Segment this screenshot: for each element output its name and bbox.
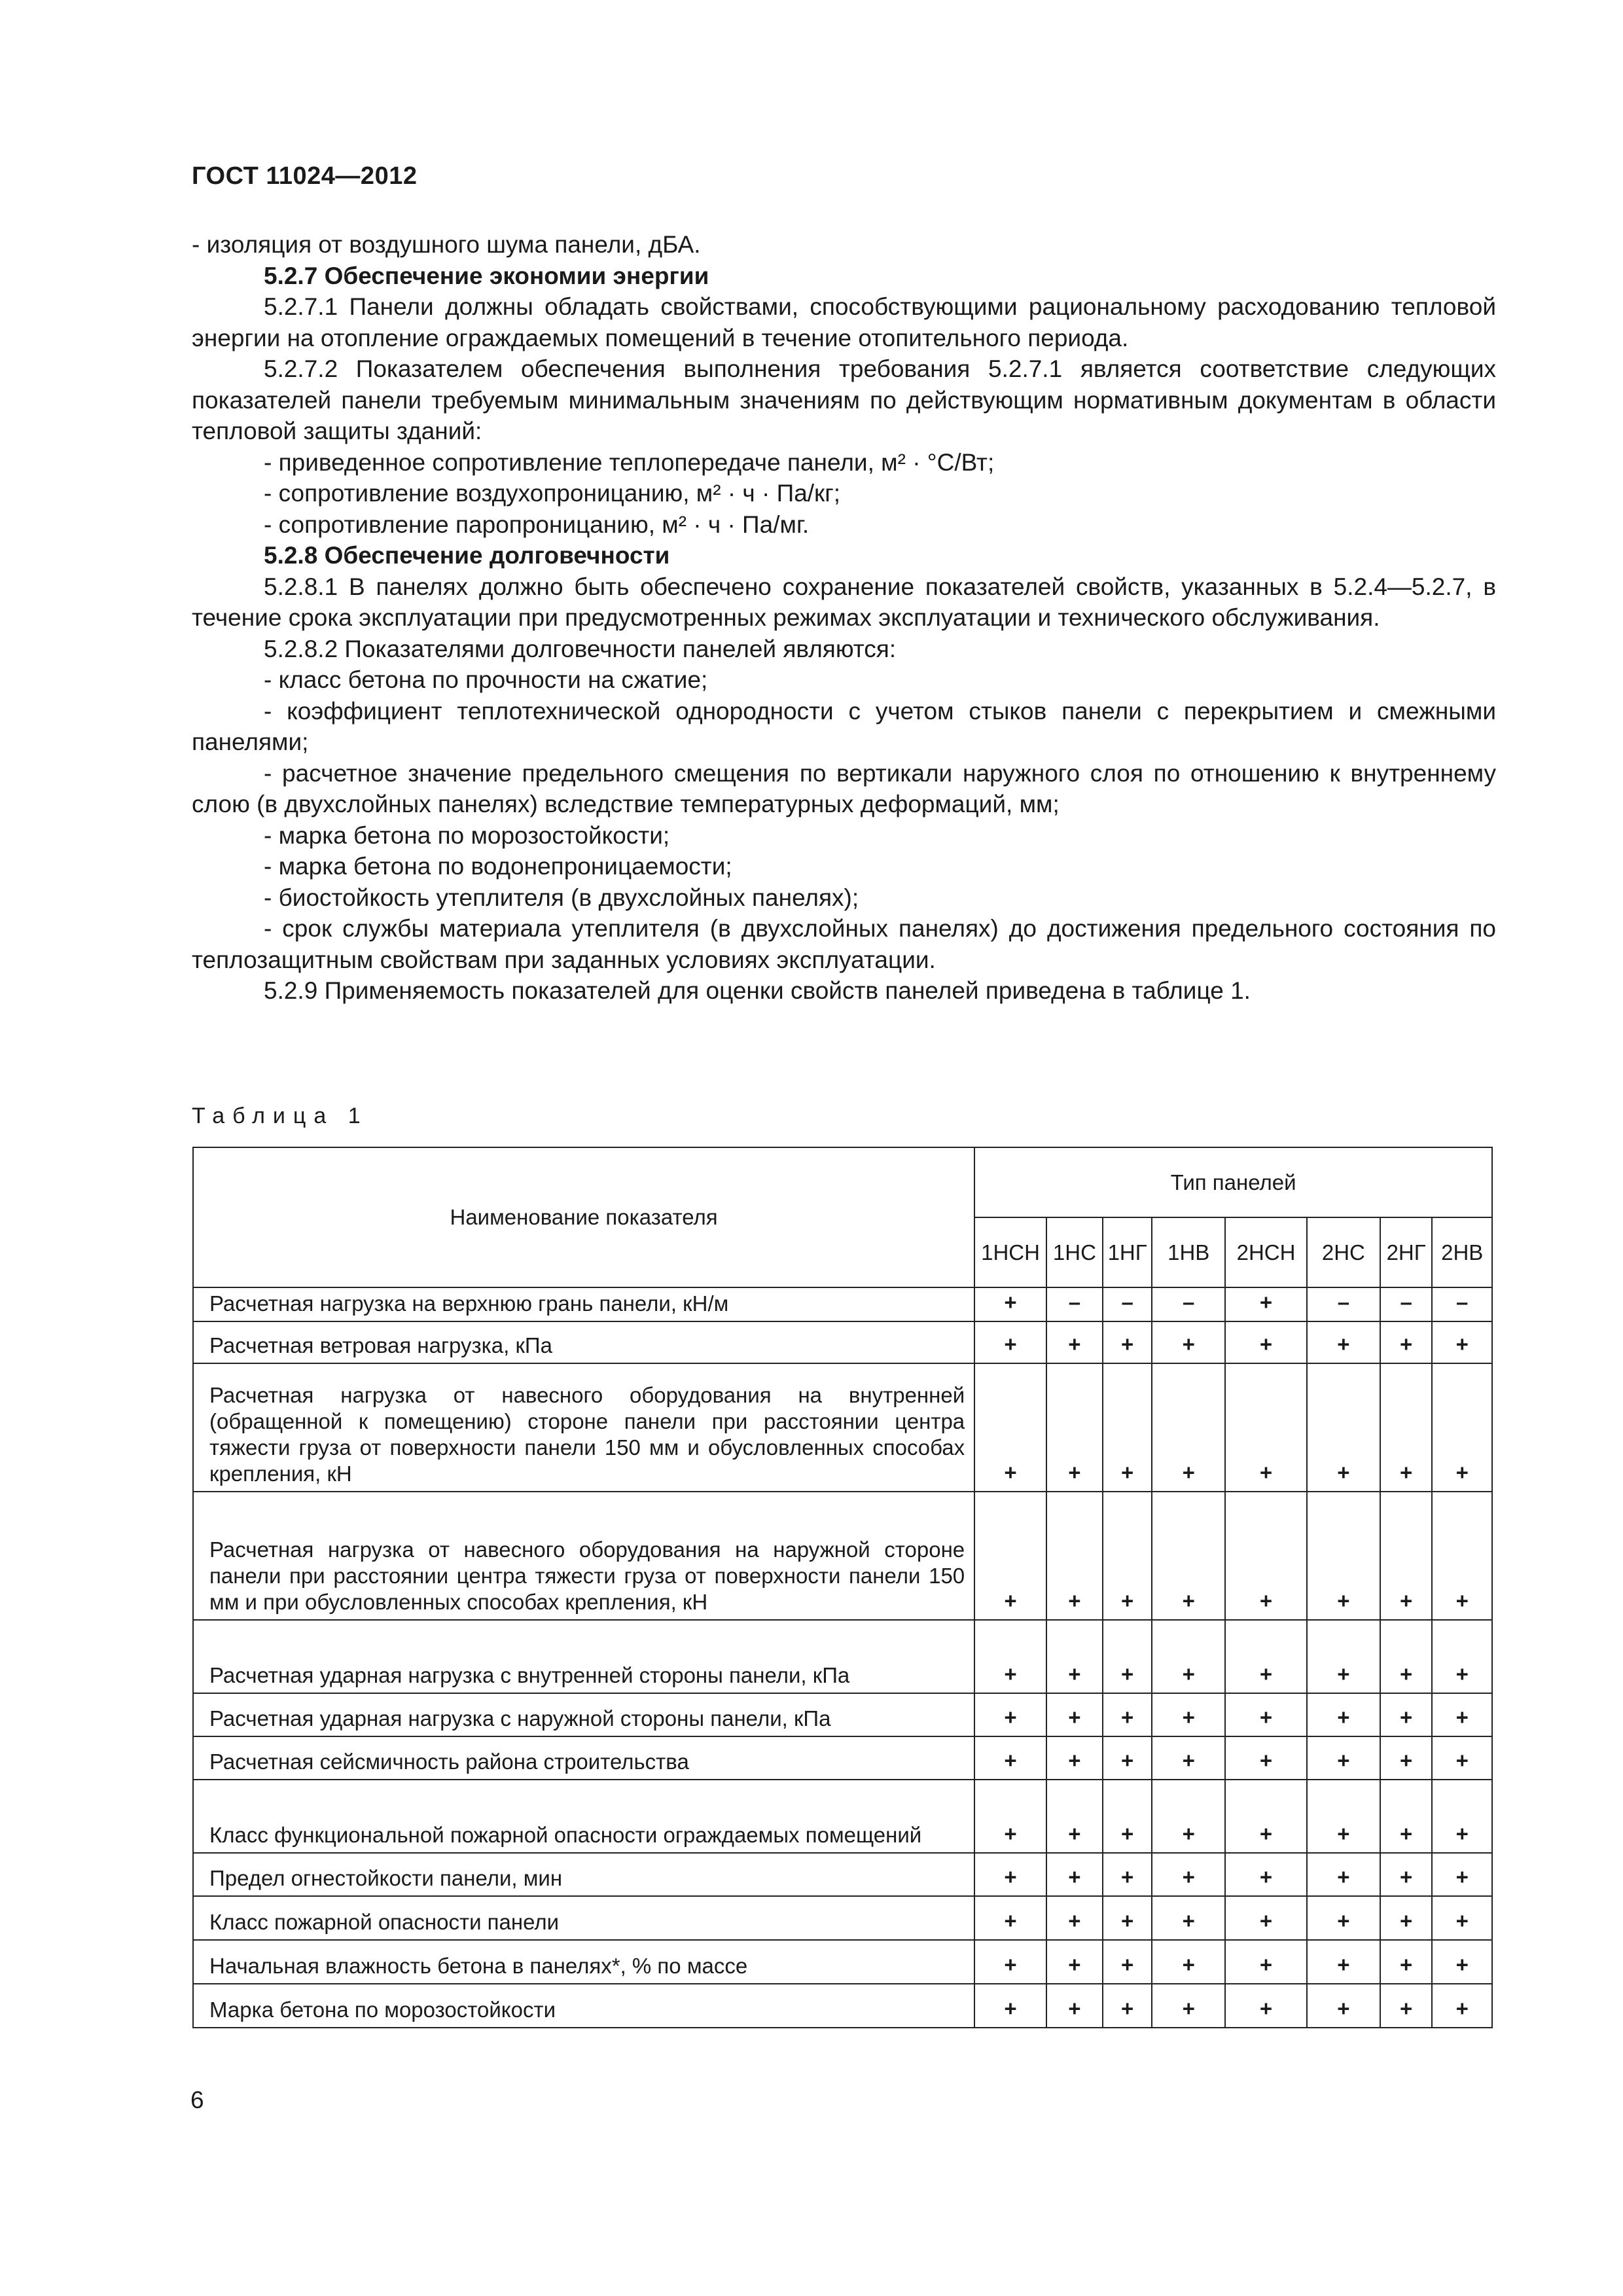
applicability-cell: + — [1307, 1896, 1380, 1940]
paragraph: - срок службы материала утеплителя (в двухслойных панелях) до достижения предельного состояния по теплозащитным свойствам при заданных условиях эксплуатации. — [192, 915, 1496, 973]
table-row — [193, 1940, 1492, 1984]
applicability-cell: + — [1380, 1363, 1433, 1492]
applicability-cell: + — [974, 1492, 1046, 1620]
paragraph: 5.2.7.1 Панели должны обладать свойствами, способствующими рациональному расходованию тепловой энергии на отопление ограждаемых помещений в течение отопительного периода. — [192, 293, 1496, 351]
applicability-cell: + — [1152, 1780, 1225, 1853]
applicability-cell: + — [1432, 1321, 1492, 1363]
applicability-cell: + — [974, 1287, 1046, 1321]
applicability-cell: + — [1046, 1321, 1103, 1363]
applicability-cell: + — [1432, 1492, 1492, 1620]
paragraph: - марка бетона по морозостойкости; — [264, 821, 670, 849]
applicability-cell: + — [1380, 1736, 1433, 1780]
applicability-cell: + — [1225, 1492, 1307, 1620]
applicability-cell: + — [1152, 1492, 1225, 1620]
applicability-cell: + — [974, 1321, 1046, 1363]
applicability-cell: + — [1225, 1896, 1307, 1940]
applicability-cell: + — [1307, 1736, 1380, 1780]
applicability-cell: + — [974, 1693, 1046, 1736]
applicability-cell: + — [1432, 1940, 1492, 1984]
applicability-cell: – — [1307, 1287, 1380, 1321]
applicability-cell: – — [1152, 1287, 1225, 1321]
applicability-cell: + — [1225, 1984, 1307, 2028]
applicability-cell: – — [1432, 1287, 1492, 1321]
applicability-cell: + — [1432, 1780, 1492, 1853]
applicability-cell: + — [1380, 1896, 1433, 1940]
applicability-cell: + — [1307, 1321, 1380, 1363]
applicability-cell: + — [1046, 1896, 1103, 1940]
applicability-cell: + — [1046, 1984, 1103, 2028]
paragraph: - расчетное значение предельного смещения по вертикали наружного слоя по отношению к внутреннему слою (в двухслойных панелях) вследствие температурных деформаций, мм; — [192, 759, 1496, 817]
applicability-cell: + — [1307, 1780, 1380, 1853]
applicability-cell: + — [1225, 1693, 1307, 1736]
applicability-cell: + — [1380, 1940, 1433, 1984]
applicability-cell: + — [1307, 1853, 1380, 1896]
applicability-cell: + — [974, 1853, 1046, 1896]
column-group-header: Тип панелей — [974, 1147, 1492, 1217]
table-row — [193, 1780, 1492, 1853]
applicability-cell: + — [1046, 1853, 1103, 1896]
applicability-cell: + — [974, 1896, 1046, 1940]
applicability-cell: + — [1307, 1693, 1380, 1736]
table-row — [193, 1736, 1492, 1780]
applicability-cell: + — [1225, 1736, 1307, 1780]
applicability-cell: + — [1103, 1984, 1152, 2028]
applicability-cell: + — [1307, 1984, 1380, 2028]
applicability-cell: + — [1046, 1693, 1103, 1736]
column-header-type: 2НС — [1307, 1217, 1380, 1287]
applicability-cell: + — [1103, 1620, 1152, 1693]
paragraph: - приведенное сопротивление теплопередаче панели, м² · °С/Вт; — [264, 448, 995, 476]
table-caption: Таблица 1 — [192, 1103, 368, 1128]
applicability-cell: + — [1380, 1853, 1433, 1896]
applicability-cell: + — [1152, 1940, 1225, 1984]
applicability-cell: + — [1432, 1693, 1492, 1736]
applicability-cell: + — [1380, 1693, 1433, 1736]
section-heading: 5.2.8 Обеспечение долговечности — [264, 542, 670, 569]
applicability-cell: + — [1046, 1492, 1103, 1620]
table-row — [193, 1287, 1492, 1321]
applicability-cell: + — [1046, 1363, 1103, 1492]
applicability-cell: + — [1152, 1321, 1225, 1363]
document-id-header: ГОСТ 11024—2012 — [192, 162, 418, 190]
applicability-cell: + — [1152, 1984, 1225, 2028]
applicability-cell: + — [1103, 1896, 1152, 1940]
paragraph: 5.2.8.2 Показателями долговечности панелей являются: — [264, 635, 897, 662]
paragraph: 5.2.8.1 В панелях должно быть обеспечено сохранение показателей свойств, указанных в 5.2.4—5.2.7, в течение срока эксплуатации при предусмотренных режимах эксплуатации и технического обслуживания. — [192, 573, 1496, 631]
applicability-cell: + — [974, 1780, 1046, 1853]
applicability-cell: + — [1380, 1780, 1433, 1853]
paragraph: - изоляция от воздушного шума панели, дБА. — [192, 231, 701, 258]
applicability-cell: + — [1152, 1363, 1225, 1492]
applicability-cell: + — [1225, 1620, 1307, 1693]
applicability-cell: + — [1152, 1896, 1225, 1940]
applicability-cell: + — [1307, 1940, 1380, 1984]
applicability-cell: + — [1046, 1940, 1103, 1984]
table-row — [193, 1620, 1492, 1693]
applicability-cell: + — [1152, 1853, 1225, 1896]
applicability-cell: + — [1152, 1620, 1225, 1693]
applicability-cell: + — [974, 1620, 1046, 1693]
row-label: Расчетная ударная нагрузка с внутренней стороны панели, кПа — [193, 1620, 974, 1693]
applicability-cell: + — [1103, 1492, 1152, 1620]
properties-table — [192, 1147, 1493, 2028]
row-label: Начальная влажность бетона в панелях*, % по массе — [193, 1940, 974, 1984]
applicability-cell: + — [1307, 1492, 1380, 1620]
applicability-cell: + — [1046, 1620, 1103, 1693]
applicability-cell: + — [1103, 1780, 1152, 1853]
row-label: Предел огнестойкости панели, мин — [193, 1853, 974, 1896]
applicability-cell: + — [1046, 1780, 1103, 1853]
paragraph: - марка бетона по водонепроницаемости; — [264, 853, 732, 880]
applicability-cell: + — [1103, 1853, 1152, 1896]
column-header-type: 1НС — [1046, 1217, 1103, 1287]
table-row — [193, 1984, 1492, 2028]
applicability-cell: + — [1225, 1853, 1307, 1896]
applicability-cell: + — [1225, 1940, 1307, 1984]
row-label: Класс функциональной пожарной опасности ограждаемых помещений — [193, 1780, 974, 1853]
row-label: Расчетная нагрузка от навесного оборудования на внутренней (обращенной к помещению) стороне панели при расстоянии центра тяжести груза от поверхности панели 150 мм и обусловленных способах крепления, кН — [193, 1363, 974, 1492]
column-header-type: 1НВ — [1152, 1217, 1225, 1287]
applicability-cell: – — [1103, 1287, 1152, 1321]
applicability-cell: + — [1432, 1736, 1492, 1780]
table-row — [193, 1853, 1492, 1896]
applicability-cell: + — [1380, 1492, 1433, 1620]
applicability-cell: + — [1307, 1620, 1380, 1693]
applicability-cell: + — [1225, 1321, 1307, 1363]
column-header-type: 2НСН — [1225, 1217, 1307, 1287]
paragraph: 5.2.9 Применяемость показателей для оценки свойств панелей приведена в таблице 1. — [264, 977, 1251, 1004]
paragraph: - сопротивление воздухопроницанию, м² · ч · Па/кг; — [264, 480, 841, 507]
applicability-cell: + — [1307, 1363, 1380, 1492]
paragraph: - биостойкость утеплителя (в двухслойных панелях); — [264, 884, 859, 911]
table-row — [193, 1693, 1492, 1736]
applicability-cell: + — [1225, 1780, 1307, 1853]
applicability-cell: + — [1152, 1736, 1225, 1780]
applicability-cell: + — [974, 1363, 1046, 1492]
applicability-cell: + — [1380, 1984, 1433, 2028]
applicability-cell: + — [974, 1736, 1046, 1780]
row-label: Расчетная нагрузка на верхнюю грань панели, кН/м — [193, 1287, 974, 1321]
applicability-cell: + — [1046, 1736, 1103, 1780]
applicability-cell: + — [974, 1940, 1046, 1984]
paragraph: - коэффициент теплотехнической однородности с учетом стыков панели с перекрытием и смежными панелями; — [192, 697, 1496, 755]
applicability-cell: + — [1103, 1363, 1152, 1492]
column-header-name: Наименование показателя — [193, 1147, 974, 1287]
applicability-cell: + — [1380, 1620, 1433, 1693]
applicability-cell: + — [1225, 1363, 1307, 1492]
row-label: Класс пожарной опасности панели — [193, 1896, 974, 1940]
table-row — [193, 1896, 1492, 1940]
applicability-cell: + — [1380, 1321, 1433, 1363]
paragraph: - сопротивление паропроницанию, м² · ч · Па/мг. — [264, 511, 810, 538]
applicability-cell: – — [1380, 1287, 1433, 1321]
column-header-type: 2НВ — [1432, 1217, 1492, 1287]
row-label: Расчетная сейсмичность района строительства — [193, 1736, 974, 1780]
applicability-cell: + — [1432, 1984, 1492, 2028]
applicability-cell: + — [1432, 1853, 1492, 1896]
body-text — [192, 229, 1496, 1007]
applicability-cell: + — [974, 1984, 1046, 2028]
page-number: 6 — [190, 2087, 204, 2113]
section-heading: 5.2.7 Обеспечение экономии энергии — [264, 262, 709, 289]
applicability-cell: + — [1103, 1321, 1152, 1363]
row-label: Расчетная ударная нагрузка с наружной стороны панели, кПа — [193, 1693, 974, 1736]
applicability-cell: + — [1152, 1693, 1225, 1736]
table-row — [193, 1492, 1492, 1620]
column-header-type: 1НСН — [974, 1217, 1046, 1287]
row-label: Марка бетона по морозостойкости — [193, 1984, 974, 2028]
applicability-cell: + — [1432, 1363, 1492, 1492]
applicability-cell: + — [1225, 1287, 1307, 1321]
row-label: Расчетная ветровая нагрузка, кПа — [193, 1321, 974, 1363]
applicability-cell: + — [1103, 1736, 1152, 1780]
applicability-cell: + — [1103, 1940, 1152, 1984]
row-label: Расчетная нагрузка от навесного оборудования на наружной стороне панели при расстоянии центра тяжести груза от поверхности панели 150 мм и при обусловленных способах крепления, кН — [193, 1492, 974, 1620]
table-row — [193, 1363, 1492, 1492]
column-header-type: 2НГ — [1380, 1217, 1433, 1287]
paragraph: 5.2.7.2 Показателем обеспечения выполнения требования 5.2.7.1 является соответствие следующих показателей панели требуемым минимальным значениям по действующим нормативным документам в области тепловой защиты зданий: — [192, 355, 1496, 444]
applicability-cell: + — [1103, 1693, 1152, 1736]
table-row — [193, 1321, 1492, 1363]
applicability-cell: + — [1432, 1620, 1492, 1693]
applicability-cell: – — [1046, 1287, 1103, 1321]
paragraph: - класс бетона по прочности на сжатие; — [264, 666, 708, 693]
applicability-cell: + — [1432, 1896, 1492, 1940]
column-header-type: 1НГ — [1103, 1217, 1152, 1287]
